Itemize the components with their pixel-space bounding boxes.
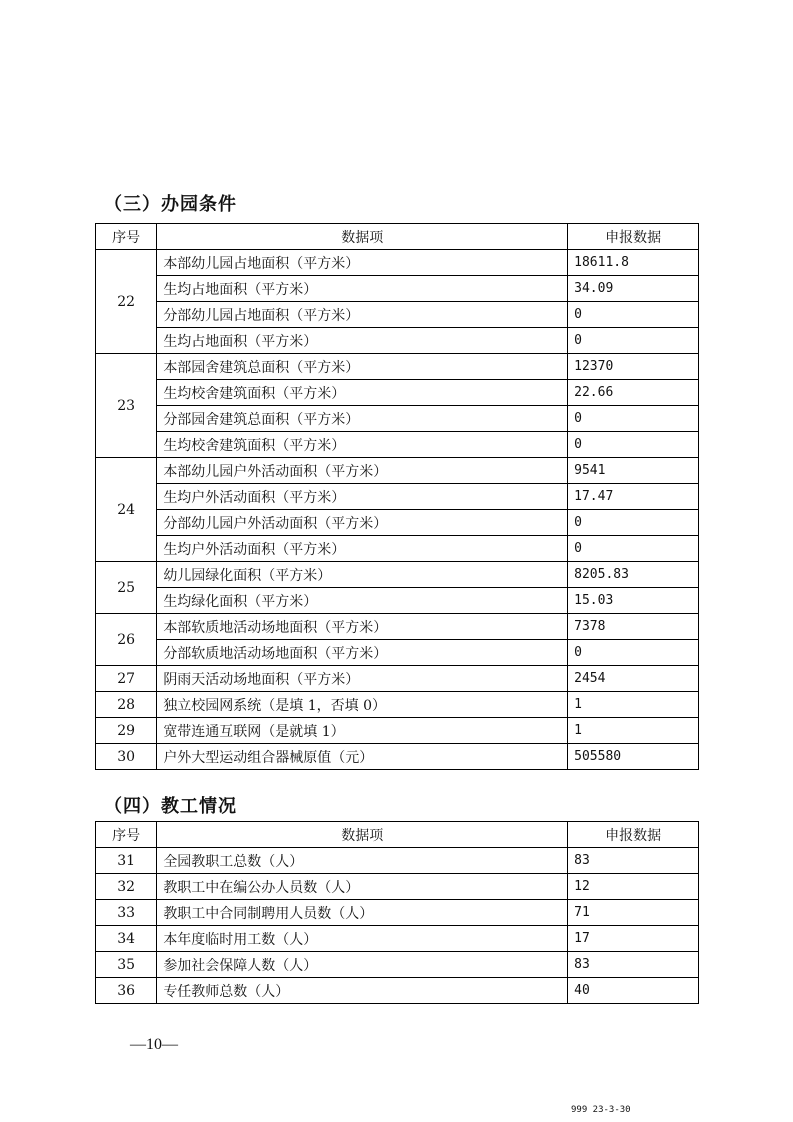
page-number: —10— [130, 1036, 178, 1053]
header-item: 数据项 [157, 224, 568, 250]
row-item: 生均户外活动面积（平方米） [157, 536, 568, 562]
row-value: 505580 [568, 744, 699, 770]
row-value: 0 [568, 406, 699, 432]
row-value: 22.66 [568, 380, 699, 406]
table-row [96, 458, 699, 484]
row-item: 宽带连通互联网（是就填 1） [157, 718, 568, 744]
table-row [96, 432, 699, 458]
table-row [96, 848, 699, 874]
row-item: 阴雨天活动场地面积（平方米） [157, 666, 568, 692]
row-value: 0 [568, 328, 699, 354]
table-row [96, 536, 699, 562]
row-item: 分部园舍建筑总面积（平方米） [157, 406, 568, 432]
row-item: 本部软质地活动场地面积（平方米） [157, 614, 568, 640]
row-seq: 26 [96, 614, 157, 666]
header-item: 数据项 [157, 822, 568, 848]
table-row [96, 380, 699, 406]
row-item: 本部园舍建筑总面积（平方米） [157, 354, 568, 380]
header-value: 申报数据 [568, 224, 699, 250]
table-row [96, 250, 699, 276]
row-item: 本部幼儿园占地面积（平方米） [157, 250, 568, 276]
header-value: 申报数据 [568, 822, 699, 848]
table-row [96, 666, 699, 692]
table-row [96, 640, 699, 666]
table-row [96, 510, 699, 536]
row-item: 全园教职工总数（人） [157, 848, 568, 874]
row-seq: 30 [96, 744, 157, 770]
row-value: 18611.8 [568, 250, 699, 276]
row-seq: 27 [96, 666, 157, 692]
row-seq: 24 [96, 458, 157, 562]
row-item: 生均户外活动面积（平方米） [157, 484, 568, 510]
row-seq: 33 [96, 900, 157, 926]
row-seq: 28 [96, 692, 157, 718]
row-item: 参加社会保障人数（人） [157, 952, 568, 978]
facilities-table [95, 223, 699, 770]
row-value: 17.47 [568, 484, 699, 510]
table-row [96, 978, 699, 1004]
row-item: 分部幼儿园户外活动面积（平方米） [157, 510, 568, 536]
row-item: 分部幼儿园占地面积（平方米） [157, 302, 568, 328]
row-value: 17 [568, 926, 699, 952]
row-value: 1 [568, 692, 699, 718]
row-value: 1 [568, 718, 699, 744]
table-row [96, 926, 699, 952]
table-row [96, 406, 699, 432]
row-value: 0 [568, 640, 699, 666]
section-title-facilities: （三）办园条件 [104, 194, 237, 215]
row-value: 8205.83 [568, 562, 699, 588]
row-value: 83 [568, 848, 699, 874]
row-seq: 23 [96, 354, 157, 458]
row-value: 12 [568, 874, 699, 900]
row-item: 生均绿化面积（平方米） [157, 588, 568, 614]
row-item: 生均校舍建筑面积（平方米） [157, 380, 568, 406]
row-item: 本部幼儿园户外活动面积（平方米） [157, 458, 568, 484]
row-seq: 36 [96, 978, 157, 1004]
row-item: 独立校园网系统（是填 1，否填 0） [157, 692, 568, 718]
row-item: 专任教师总数（人） [157, 978, 568, 1004]
table-row [96, 562, 699, 588]
row-seq: 25 [96, 562, 157, 614]
table-row [96, 328, 699, 354]
row-value: 0 [568, 432, 699, 458]
row-value: 0 [568, 302, 699, 328]
table-row [96, 484, 699, 510]
section-title-staff: （四）教工情况 [104, 796, 237, 817]
header-seq: 序号 [96, 224, 157, 250]
table-header-row [96, 822, 699, 848]
row-seq: 29 [96, 718, 157, 744]
table-row [96, 614, 699, 640]
row-value: 71 [568, 900, 699, 926]
row-value: 40 [568, 978, 699, 1004]
table-row [96, 900, 699, 926]
row-value: 0 [568, 510, 699, 536]
row-seq: 22 [96, 250, 157, 354]
row-item: 生均占地面积（平方米） [157, 328, 568, 354]
row-value: 7378 [568, 614, 699, 640]
row-value: 12370 [568, 354, 699, 380]
row-value: 2454 [568, 666, 699, 692]
footer-stamp: 999 23-3-30 [571, 1105, 631, 1115]
table-row [96, 302, 699, 328]
staff-table [95, 821, 699, 1004]
row-value: 83 [568, 952, 699, 978]
table-row [96, 874, 699, 900]
row-item: 户外大型运动组合器械原值（元） [157, 744, 568, 770]
table-row [96, 692, 699, 718]
row-seq: 35 [96, 952, 157, 978]
row-item: 教职工中在编公办人员数（人） [157, 874, 568, 900]
table-row [96, 354, 699, 380]
row-item: 幼儿园绿化面积（平方米） [157, 562, 568, 588]
row-value: 15.03 [568, 588, 699, 614]
row-seq: 32 [96, 874, 157, 900]
row-item: 教职工中合同制聘用人员数（人） [157, 900, 568, 926]
row-seq: 34 [96, 926, 157, 952]
row-seq: 31 [96, 848, 157, 874]
table-row [96, 718, 699, 744]
header-seq: 序号 [96, 822, 157, 848]
row-value: 0 [568, 536, 699, 562]
row-item: 分部软质地活动场地面积（平方米） [157, 640, 568, 666]
row-value: 34.09 [568, 276, 699, 302]
row-value: 9541 [568, 458, 699, 484]
row-item: 生均校舍建筑面积（平方米） [157, 432, 568, 458]
table-row [96, 276, 699, 302]
table-row [96, 588, 699, 614]
row-item: 生均占地面积（平方米） [157, 276, 568, 302]
table-header-row [96, 224, 699, 250]
table-row [96, 952, 699, 978]
table-row [96, 744, 699, 770]
row-item: 本年度临时用工数（人） [157, 926, 568, 952]
